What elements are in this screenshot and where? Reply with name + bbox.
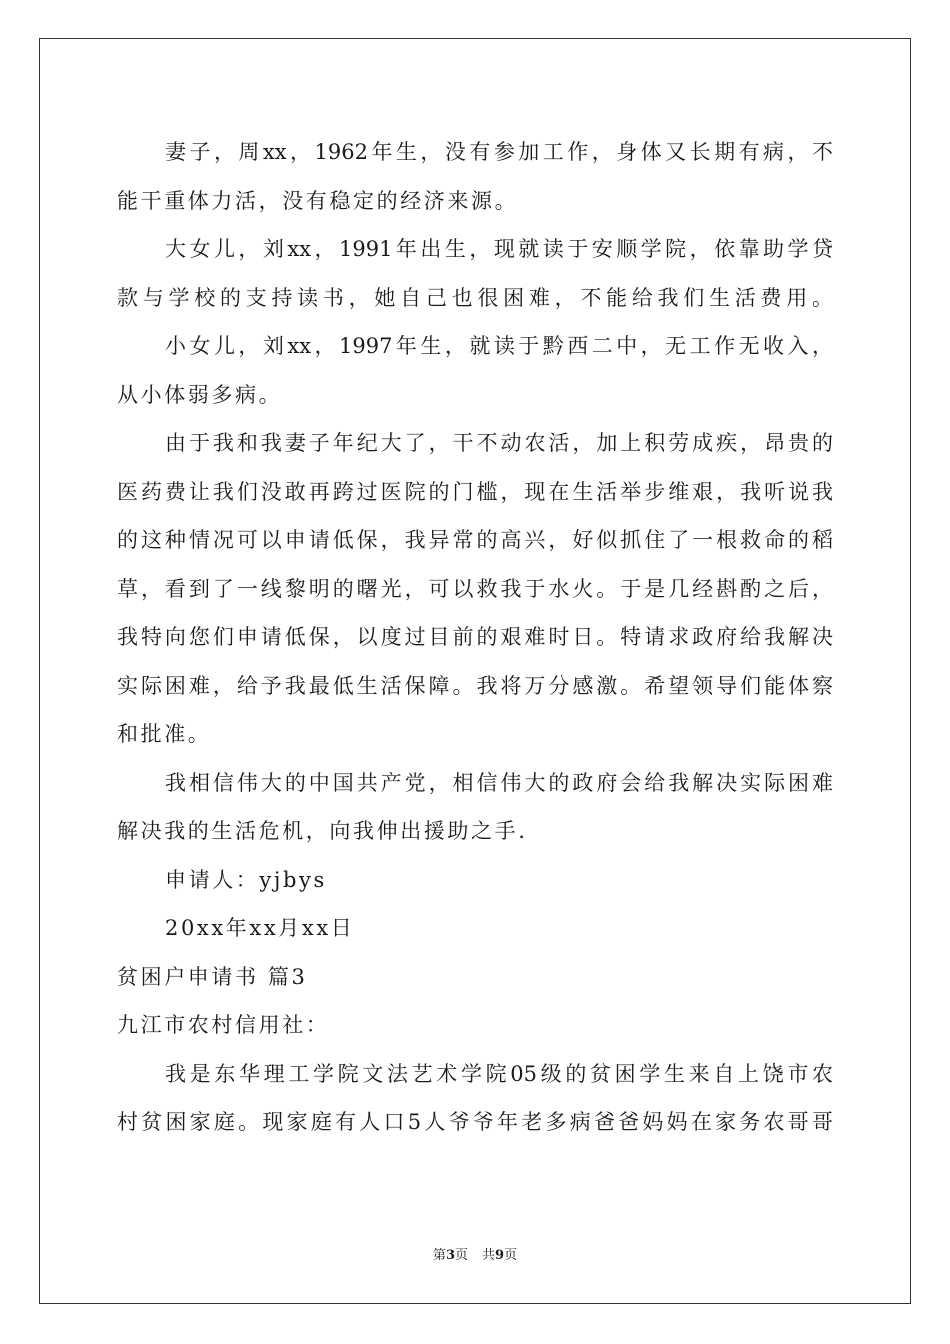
text-line: 从小体弱多病。 [117, 382, 283, 407]
text-line: 能干重体力活，没有稳定的经济来源。 [117, 188, 519, 213]
text-line: 我是东华理工学院文法艺术学院05级的贫困学生来自上饶市农 [165, 1061, 833, 1086]
signature-line: 申请人：yjbys [165, 867, 327, 892]
text-line: 我相信伟大的中国共产党，相信伟大的政府会给我解决实际困难 [165, 770, 833, 795]
footer-total-prefix: 共 [482, 1248, 496, 1263]
footer-total-suffix: 页 [504, 1248, 518, 1263]
text-line: 解决我的生活危机，向我伸出援助之手. [117, 819, 528, 843]
text-line: 村贫困家庭。现家庭有人口5人爷爷年老多病爸爸妈妈在家务农哥哥 [117, 1110, 833, 1134]
text-line: 由于我和我妻子年纪大了，干不动农活，加上积劳成疾，昂贵的 [165, 431, 833, 455]
footer-page-current: 3 [445, 1248, 455, 1263]
page-footer [0, 1244, 950, 1263]
text-line: 的这种情况可以申请低保，我异常的高兴，好似抓住了一根救命的稻 [117, 528, 833, 552]
text-line: 小女儿，刘xx，1997年生，就读于黔西二中，无工作无收入， [165, 334, 833, 358]
document-body [117, 128, 833, 1147]
addressee-line: 九江市农村信用社： [117, 1013, 330, 1037]
text-line: 款与学校的支持读书，她自己也很困难，不能给我们生活费用。 [117, 285, 833, 310]
text-line: 妻子，周xx，1962年生，没有参加工作，身体又长期有病，不 [165, 140, 833, 164]
text-line: 实际困难，给予我最低生活保障。我将万分感激。希望领导们能体察 [117, 673, 833, 698]
section-heading: 贫困户申请书 篇3 [117, 964, 308, 989]
text-line: 医药费让我们没敢再跨过医院的门槛，现在生活举步维艰，我听说我 [117, 479, 833, 504]
text-line: 和批准。 [117, 722, 212, 746]
footer-page-total: 9 [495, 1248, 505, 1263]
footer-page-prefix: 第 [432, 1248, 446, 1263]
date-line: 20xx年xx月xx日 [165, 916, 355, 940]
text-line: 草，看到了一线黎明的曙光，可以救我于水火。于是几经斟酌之后， [117, 576, 833, 601]
text-line: 我特向您们申请低保，以度过目前的艰难时日。特请求政府给我解决 [117, 625, 833, 649]
text-line: 大女儿，刘xx，1991年出生，现就读于安顺学院，依靠助学贷 [165, 237, 833, 261]
footer-page-suffix: 页 [454, 1248, 468, 1263]
